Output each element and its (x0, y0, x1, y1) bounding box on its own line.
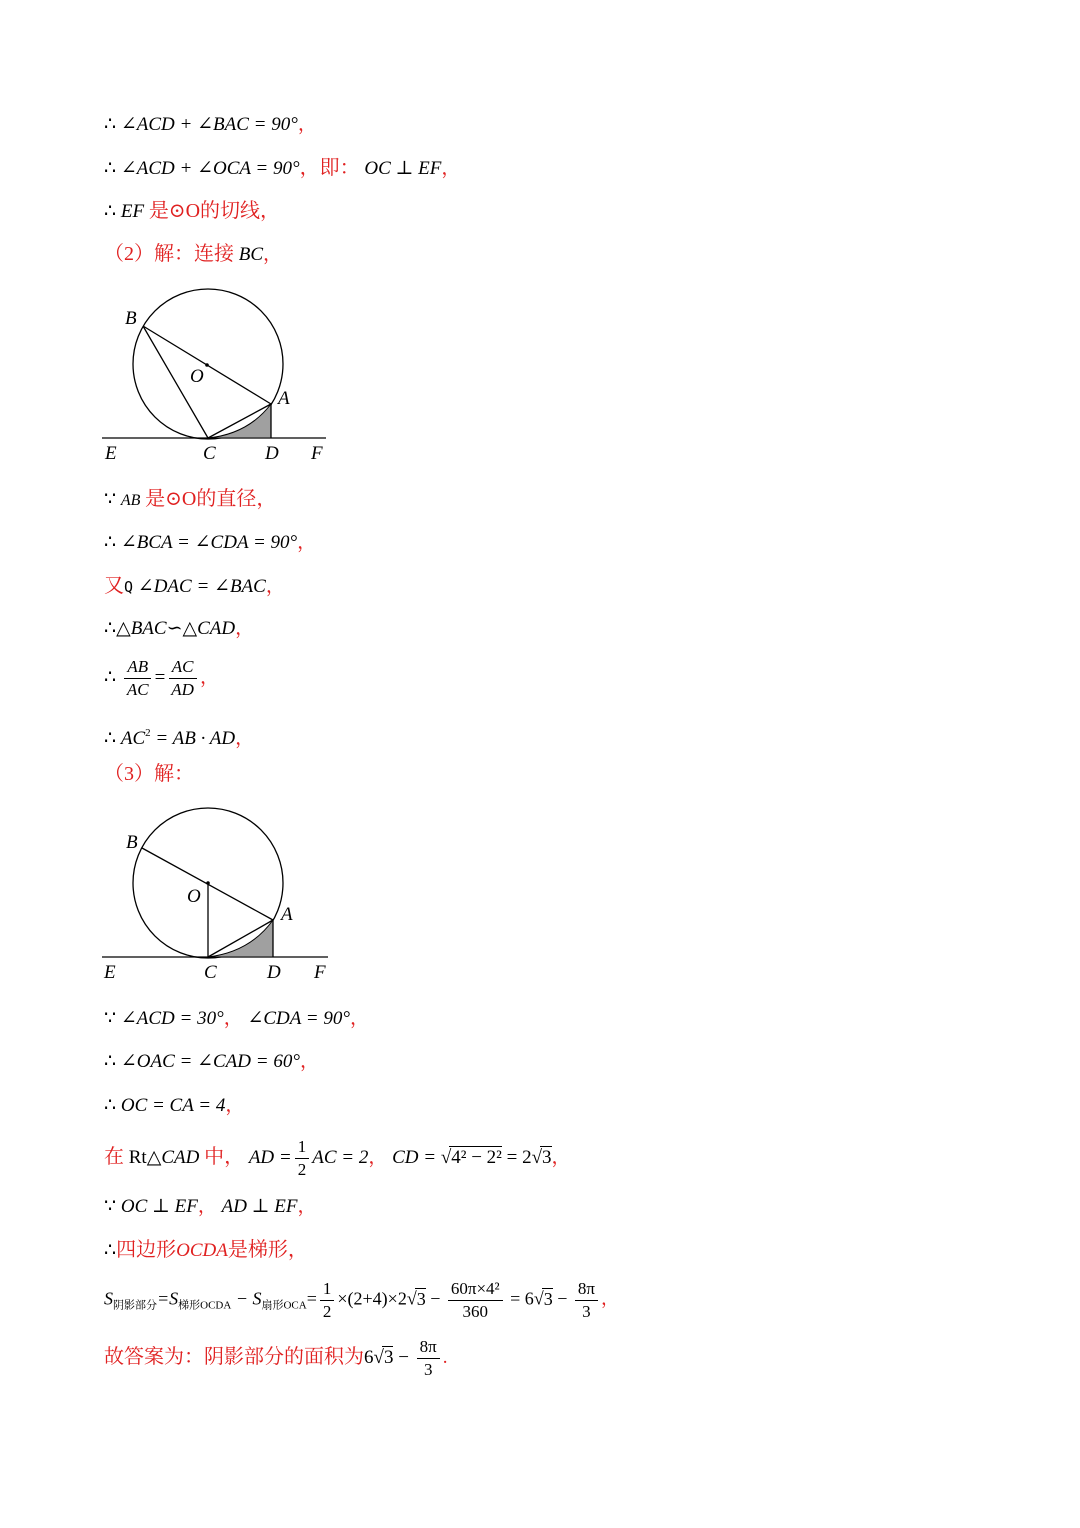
label-a: A (278, 388, 290, 409)
sqrt-symbol: √ (531, 1146, 543, 1168)
radicand: 3 (543, 1288, 553, 1309)
equation: EF (120, 201, 145, 222)
label-o: O (190, 366, 204, 387)
proof-line-1 (104, 112, 317, 138)
punctuation: ， (600, 1288, 619, 1309)
chinese-text: 是梯形， (227, 1239, 308, 1261)
denominator: AD (171, 680, 194, 699)
proof-line-17 (104, 1237, 308, 1264)
glyph-q: Q (124, 578, 134, 596)
radicand: 3 (416, 1288, 426, 1309)
punctuation: ， (265, 576, 285, 597)
punctuation: ， (263, 244, 283, 265)
rt-label: Rt (128, 1146, 147, 1168)
denominator: 2 (322, 1302, 332, 1321)
label-d: D (267, 962, 281, 983)
proof-line-18-area (104, 1278, 619, 1323)
numerator: 8π (575, 1278, 598, 1301)
equation: OCDA (176, 1240, 228, 1261)
equation: ∠BCA = ∠CDA = 90° (120, 532, 298, 553)
fraction-one-half (320, 1278, 335, 1323)
equation-base: AC (120, 728, 146, 749)
geometry-figure-2 (96, 803, 336, 983)
equation-ac: AC = 2 (312, 1146, 369, 1168)
punctuation: ， (299, 1051, 319, 1072)
proof-line-15 (104, 1136, 571, 1181)
chinese-text: ，即： (299, 157, 360, 179)
part-2-heading (104, 241, 282, 268)
label-a: A (281, 904, 293, 925)
proof-line-10 (104, 720, 254, 752)
fraction-8pi-3 (417, 1336, 440, 1381)
numerator: AB (124, 656, 151, 679)
equals: = (306, 1288, 317, 1309)
minus: − (393, 1346, 414, 1368)
label-f: F (311, 443, 323, 464)
sqrt-symbol: √ (533, 1288, 544, 1309)
chinese-text: （3）解： (104, 763, 194, 785)
equation-2: AD ⊥ EF (221, 1196, 298, 1217)
chinese-text: 在 (104, 1145, 124, 1168)
proof-line-16 (104, 1194, 317, 1220)
numerator: 1 (320, 1278, 335, 1301)
equation: OC = CA = 4 (120, 1095, 226, 1116)
radicand: 3 (542, 1146, 552, 1168)
chinese-text: （2）解：连接 (104, 243, 234, 265)
denominator: 2 (297, 1160, 307, 1179)
punctuation: ， (297, 1196, 317, 1217)
fraction-one-half (295, 1136, 310, 1181)
equals: = 6 (505, 1288, 534, 1309)
exponent: 2 (145, 727, 151, 739)
proof-line-7 (104, 573, 285, 600)
equation: ∠ACD + ∠BAC = 90° (120, 114, 298, 135)
punctuation: ， (441, 158, 461, 179)
proof-line-14 (104, 1093, 244, 1119)
punctuation: ， (235, 728, 255, 749)
label-d: D (265, 443, 279, 464)
equals-s: =S (157, 1288, 179, 1309)
proof-line-5 (104, 486, 276, 514)
equation: ∠DAC = ∠BAC (137, 576, 266, 597)
equation: ∠ACD = 30° (120, 1008, 224, 1029)
equation: △BAC∽△CAD (116, 618, 236, 639)
therefore-symbol: ∴ (104, 532, 117, 553)
proof-line-2 (104, 155, 460, 182)
punctuation: ， (225, 1095, 245, 1116)
equation-2: OC ⊥ EF (364, 158, 442, 179)
subscript: 阴影部分 (113, 1299, 157, 1312)
chinese-text: 是⊙O的切线， (148, 200, 281, 222)
subscript: 扇形OCA (261, 1299, 307, 1312)
geometry-figure-1 (96, 285, 336, 465)
equation-2: ∠CDA = 90° (247, 1008, 350, 1029)
radicand: 3 (383, 1346, 394, 1368)
numerator: 1 (295, 1136, 310, 1159)
center-point (206, 881, 210, 885)
because-symbol: ∵ (104, 1008, 117, 1029)
sqrt-symbol: √ (440, 1146, 452, 1168)
punctuation: ， (551, 1146, 571, 1168)
punctuation: ， (223, 1008, 243, 1029)
chinese-text: 中， (204, 1145, 245, 1168)
center-point (205, 363, 209, 367)
therefore-symbol: ∴ (104, 728, 117, 749)
therefore-symbol: ∴ (104, 1240, 117, 1261)
label-c: C (204, 962, 217, 983)
equation: AB (120, 492, 141, 509)
therefore-symbol: ∴ (104, 1095, 117, 1116)
minus: − (425, 1288, 445, 1309)
therefore-symbol: ∴ (104, 158, 117, 179)
therefore-symbol: ∴ (104, 1051, 117, 1072)
equation: BC (238, 244, 264, 265)
proof-line-12 (104, 1006, 369, 1032)
punctuation: ， (368, 1146, 388, 1168)
label-o: O (187, 886, 201, 907)
punctuation: ， (235, 618, 255, 639)
label-e: E (104, 962, 116, 983)
equation: OC ⊥ EF (120, 1196, 198, 1217)
triangle-cad: △CAD (146, 1146, 200, 1168)
chinese-text: 是⊙O的直径， (145, 488, 277, 510)
coefficient: 6 (364, 1346, 374, 1368)
numerator: 8π (417, 1336, 440, 1359)
therefore-symbol: ∴ (104, 201, 117, 222)
punctuation: . (442, 1346, 448, 1368)
denominator: 360 (462, 1302, 489, 1321)
chinese-text: 故答案为：阴影部分的面积为 (104, 1345, 364, 1368)
label-b: B (125, 308, 137, 329)
fraction-ab-ac (124, 656, 152, 701)
equation: = AB · AD (150, 728, 236, 749)
equation: ∠OAC = ∠CAD = 60° (120, 1051, 300, 1072)
s-symbol: S (104, 1288, 113, 1309)
therefore-symbol: ∴ (104, 618, 117, 639)
punctuation: ， (199, 666, 219, 688)
result: = 2 (506, 1146, 532, 1168)
subscript: 梯形OCDA (178, 1299, 232, 1312)
equation: ∠ACD + ∠OCA = 90° (120, 158, 300, 179)
radicand: 4² − 2² (451, 1146, 502, 1168)
label-f: F (314, 962, 326, 983)
denominator: 3 (582, 1302, 591, 1321)
minus-s: − S (231, 1288, 262, 1309)
fraction-8pi-3 (575, 1278, 598, 1323)
punctuation: ， (349, 1008, 369, 1029)
minus: − (552, 1288, 572, 1309)
chinese-text: 四边形 (116, 1239, 177, 1261)
chinese-text: 又 (104, 575, 124, 597)
sqrt-symbol: √ (406, 1288, 417, 1309)
label-e: E (105, 443, 117, 464)
product: ×(2+4)×2 (337, 1288, 407, 1309)
proof-line-9 (104, 656, 219, 701)
equation-ad: AD = (248, 1146, 292, 1168)
fraction-ac-ad (168, 656, 197, 701)
numerator: AC (169, 656, 197, 679)
numerator: 60π×4² (448, 1278, 503, 1301)
because-symbol: ∵ (104, 489, 117, 510)
proof-line-8 (104, 616, 254, 642)
fraction-sector (448, 1278, 503, 1323)
denominator: 3 (423, 1360, 433, 1379)
equals: = (154, 666, 166, 688)
label-c: C (203, 443, 216, 464)
because-symbol: ∵ (104, 1196, 117, 1217)
punctuation: ， (197, 1196, 217, 1217)
punctuation: ， (297, 114, 317, 135)
proof-line-6 (104, 530, 316, 556)
equation-cd: CD = (392, 1146, 437, 1168)
therefore-symbol: ∴ (104, 666, 117, 688)
therefore-symbol: ∴ (104, 114, 117, 135)
proof-line-13 (104, 1049, 319, 1075)
proof-line-3 (104, 198, 280, 225)
sqrt-symbol: √ (373, 1346, 384, 1368)
part-3-heading (104, 761, 194, 788)
final-answer (104, 1336, 448, 1381)
label-b: B (126, 832, 138, 853)
denominator: AC (126, 680, 149, 699)
punctuation: ， (297, 532, 317, 553)
